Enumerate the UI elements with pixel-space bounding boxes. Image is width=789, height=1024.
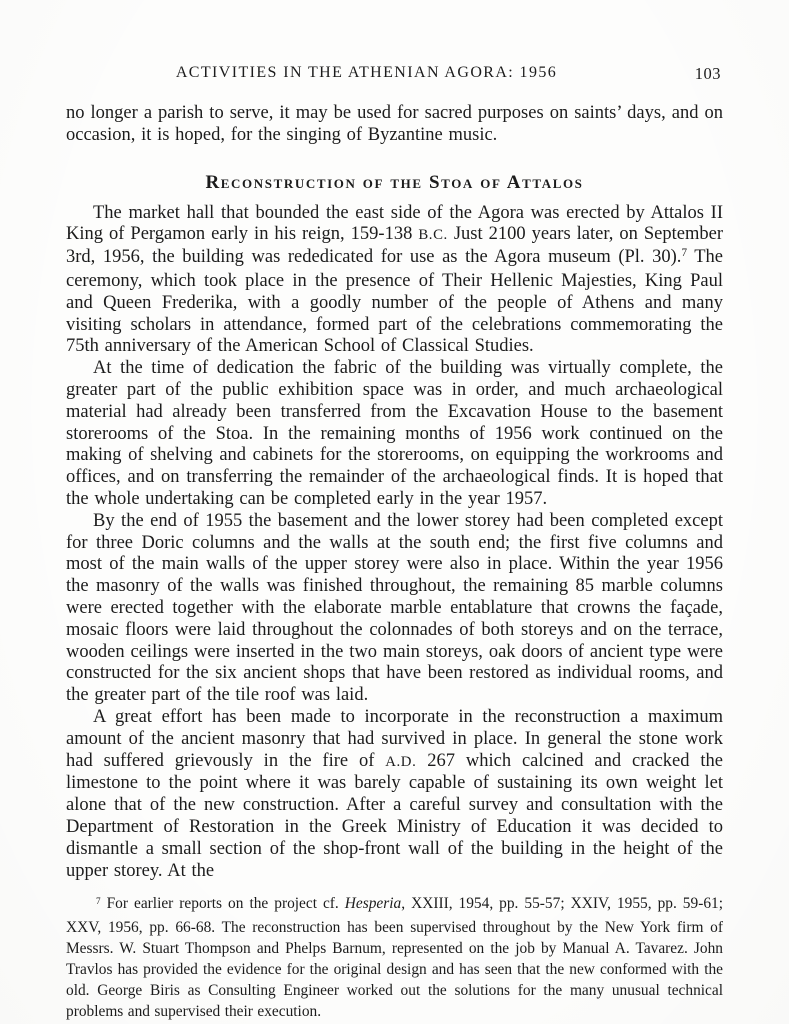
- paragraph-masonry: [66, 707, 723, 882]
- footnote-text: , XXIII, 1954, pp. 55-57; XXIV, 1955, pp. 59-61; XXV, 1956, pp. 66-68. The reconstruction has been supervised throughout by the New York firm of Messrs. W. Stuart Thompson and Phelps Barnum, represented on the job by Manual A. Tavarez. John Travlos has provided the evidence for the original design and has seen that the new conformed with the old. George Biris as Consulting Engineer worked out the solutions for the many unusual technical problems and supervised their execution.: [66, 895, 723, 1021]
- footnote-reference: 7: [681, 247, 687, 260]
- paragraph-progress: At the time of dedication the fabric of the building was virtually complete, the greater part of the public exhibition space was in order, and much archaeological material had already been transferred from the Excavation House to the basement storerooms of the Stoa. In the remaining months of 1956 work continued on the making of shelving and cabinets for the storerooms, on equipping the workrooms and offices, and on transferring the remainder of the archaeological finds. It is hoped that the whole undertaking can be completed early in the year 1957.: [66, 358, 723, 509]
- paragraph-text: A great effort has been made to incorporate in the reconstruction a maximum amount of the ancient masonry that had survived in place. In general the stone work had suffered grievously in the fire of: [66, 706, 723, 771]
- section-heading: Reconstruction of the Stoa of Attalos: [205, 171, 584, 193]
- paragraph-continuation: no longer a parish to serve, it may be used for sacred purposes on saints’ days, and on occasion, it is hoped, for the singing of Byzantine music.: [66, 103, 723, 145]
- paragraph-construction: By the end of 1955 the basement and the lower storey had been completed except for three Doric columns and the walls at the south end; the first five columns and most of the main walls of the upper storey were also in place. Within the year 1956 the masonry of the walls was finished throughout, the remaining 85 marble columns were erected together with the elaborate marble entablature that crowns the façade, mosaic floors were laid throughout the colonnades of both storeys and on the terrace, wooden ceilings were inserted in the two main storeys, oak doors of ancient type were constructed for the six ancient shops that have been restored as individual rooms, and the greater part of the tile roof was laid.: [66, 510, 723, 706]
- footnote-text: For earlier reports on the project cf.: [100, 895, 345, 913]
- journal-title-italic: Hesperia: [344, 895, 402, 913]
- paragraph-text: 267 which calcined and cracked the limestone to the point where it was barely capable of sustaining its own weight let alone that of the new construction. After a careful survey and consultation with the Department of Restoration in the Greek Ministry of Education it was decided to dismantle a small section of the shop-front wall of the building in the height of the upper storey. At the: [66, 750, 723, 881]
- page-header: [66, 64, 723, 84]
- footnote-marker: 7: [96, 896, 101, 907]
- paragraph-dedication: [66, 203, 723, 359]
- era-abbreviation-bc: B.C.: [418, 227, 448, 244]
- page-number: 103: [694, 64, 721, 83]
- paragraph-text: Just 2100 years later, on September 3rd, 1956, the building was rededicated for use as the Agora museum (Pl. 30).: [66, 224, 724, 268]
- article-body: [66, 103, 723, 882]
- paragraph-text: The market hall that bounded the east side of the Agora was erected by Attalos II King of Pergamon early in his reign, 159-138: [66, 202, 723, 245]
- running-head: ACTIVITIES IN THE ATHENIAN AGORA: 1956: [175, 64, 558, 81]
- footnote: [66, 893, 723, 1022]
- paragraph-text: The ceremony, which took place in the presence of Their Hellenic Majesties, King Paul and Queen Frederika, with a goodly number of the people of Athens and many visiting scholars in attendance, formed part of the celebrations commemorating the 75th anniversary of the American School of Classical Studies.: [66, 247, 723, 357]
- era-abbreviation-ad: A.D.: [385, 753, 417, 770]
